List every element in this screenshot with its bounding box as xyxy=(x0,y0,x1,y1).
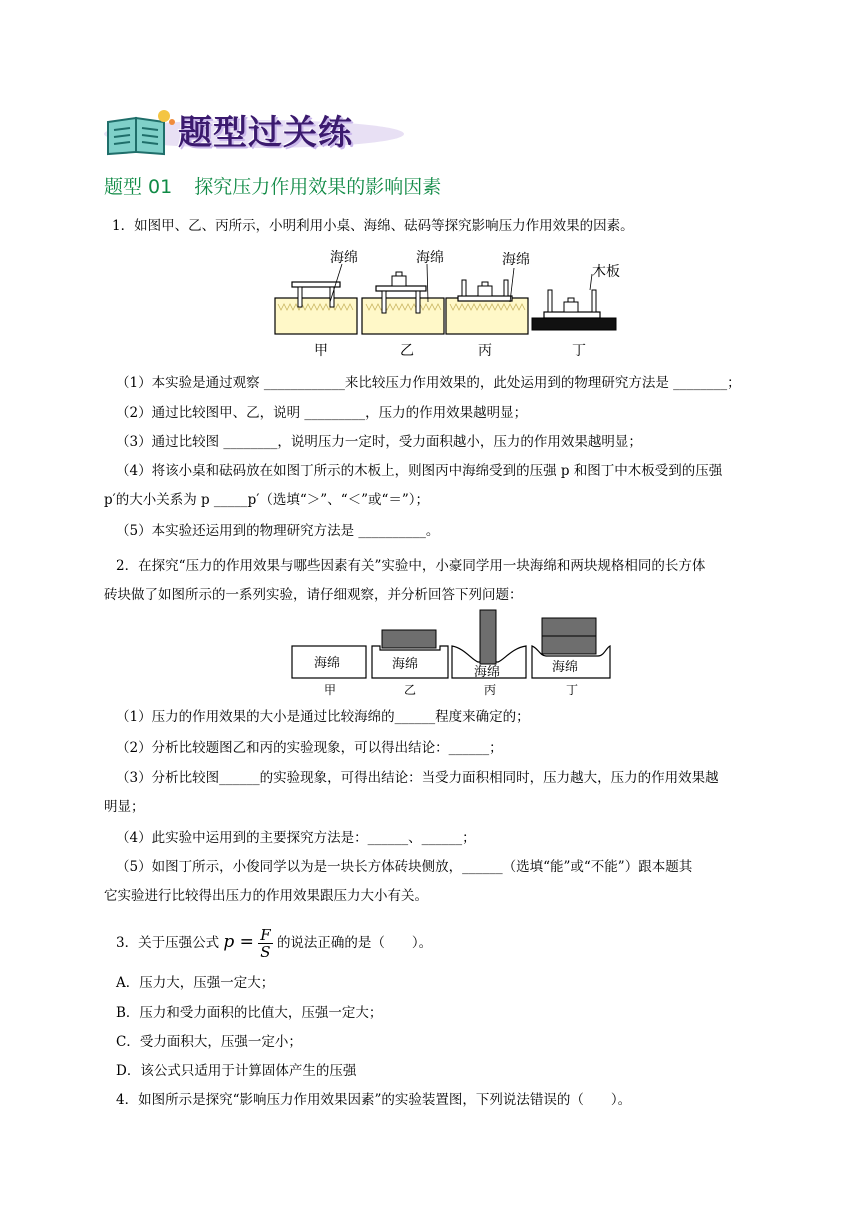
q2-part-4: （4）此实验中运用到的主要探究方法是：______、______； xyxy=(116,830,476,846)
q2-box-label-bing: 海绵 xyxy=(474,665,501,680)
q2-part-3-cont: 明显； xyxy=(104,799,145,815)
q3-option-a: A．压力大，压强一定大； xyxy=(116,975,275,991)
q2-box-label-ding: 海绵 xyxy=(552,660,579,675)
q1-label-sponge-3: 海绵 xyxy=(502,252,530,268)
q2-stem-line2: 砖块做了如图所示的一系列实验，请仔细观察，并分析回答下列问题： xyxy=(104,587,523,603)
q1-stem: 1．如图甲、乙、丙所示，小明利用小桌、海绵、砝码等探究影响压力作用效果的因素。 xyxy=(112,218,634,234)
section-number: 题型 01 xyxy=(104,176,173,198)
q1-label-sponge-1: 海绵 xyxy=(330,250,358,266)
q2-figure xyxy=(288,606,612,698)
q1-panel-label-yi: 乙 xyxy=(400,343,414,359)
q2-panel-label-bing: 丙 xyxy=(484,683,497,697)
q2-part-5-cont: 它实验进行比较得出压力的作用效果跟压力大小有关。 xyxy=(104,888,428,904)
q2-brick-bing xyxy=(480,610,496,664)
q1-panel-label-bing: 丙 xyxy=(478,343,492,359)
q1-panel-jia xyxy=(275,282,357,334)
q2-part-3: （3）分析比较图______的实验现象，可得出结论：当受力面积相同时，压力越大，压力的作用效果越 xyxy=(116,770,719,786)
q2-stem-line1: 2．在探究“压力的作用效果与哪些因素有关”实验中，小豪同学用一块海绵和两块规格相同的长方体 xyxy=(116,558,706,574)
q2-box-label-jia: 海绵 xyxy=(314,656,341,671)
q1-label-sponge-2: 海绵 xyxy=(416,250,444,266)
section-heading xyxy=(104,172,441,199)
q1-figure xyxy=(270,246,620,361)
q1-panel-yi xyxy=(362,272,444,334)
q3-formula-fraction xyxy=(258,927,272,960)
q2-panel-label-yi: 乙 xyxy=(404,683,417,697)
q1-panel-bing xyxy=(446,280,528,334)
q2-brick-ding-bottom xyxy=(542,636,596,654)
q3-formula-lhs: p = xyxy=(223,932,254,952)
q2-panel-label-ding: 丁 xyxy=(566,683,579,697)
section-title: 探究压力作用效果的影响因素 xyxy=(194,176,442,198)
q3-option-c: C．受力面积大，压强一定小； xyxy=(116,1034,302,1050)
q4-stem: 4．如图所示是探究“影响压力作用效果因素”的实验装置图，下列说法错误的（ ）。 xyxy=(116,1092,632,1108)
q2-part-1: （1）压力的作用效果的大小是通过比较海绵的______程度来确定的； xyxy=(116,709,530,725)
q3-option-b: B．压力和受力面积的比值大，压强一定大； xyxy=(116,1005,383,1021)
q3-stem xyxy=(116,924,432,961)
q1-part-3: （3）通过比较图 ________，说明压力一定时，受力面积越小，压力的作用效果越明显； xyxy=(116,434,642,450)
q1-panel-ding xyxy=(532,290,616,330)
q1-part-4-cont: p′的大小关系为 p _____p′（选填“＞”、“＜”或“＝”）； xyxy=(104,492,430,508)
q1-part-2: （2）通过比较图甲、乙，说明 _________，压力的作用效果越明显； xyxy=(116,405,528,421)
q1-panel-label-jia: 甲 xyxy=(314,343,328,359)
q3-formula-denominator: S xyxy=(260,943,271,961)
q3-stem-post: 的说法正确的是（ ）。 xyxy=(276,935,433,951)
q3-option-d: D．该公式只适用于计算固体产生的压强 xyxy=(116,1063,357,1079)
q1-part-5: （5）本实验还运用到的物理研究方法是 __________。 xyxy=(116,523,440,539)
q2-panel-label-jia: 甲 xyxy=(324,683,337,697)
q1-panel-label-ding: 丁 xyxy=(572,343,586,359)
q2-brick-yi xyxy=(382,630,436,648)
q1-label-board: 木板 xyxy=(592,264,620,280)
q2-brick-ding-top xyxy=(542,618,596,636)
q3-stem-pre: 3．关于压强公式 xyxy=(116,935,220,951)
q3-formula-numerator: F xyxy=(260,926,271,944)
q2-part-2: （2）分析比较题图乙和丙的实验现象，可以得出结论：______； xyxy=(116,740,503,756)
q1-part-1: （1）本实验是通过观察 ____________来比较压力作用效果的，此处运用到的物理研究方法是 ________； xyxy=(116,375,741,391)
q1-part-4: （4）将该小桌和砝码放在如图丁所示的木板上，则图丙中海绵受到的压强 p 和图丁中木板受到的压强 xyxy=(116,463,723,479)
banner-title: 题型过关练 xyxy=(178,113,353,153)
q2-part-5: （5）如图丁所示，小俊同学以为是一块长方体砖块侧放，______（选填“能”或“不能”）跟本题其 xyxy=(116,859,693,875)
q2-box-label-yi: 海绵 xyxy=(392,657,419,672)
